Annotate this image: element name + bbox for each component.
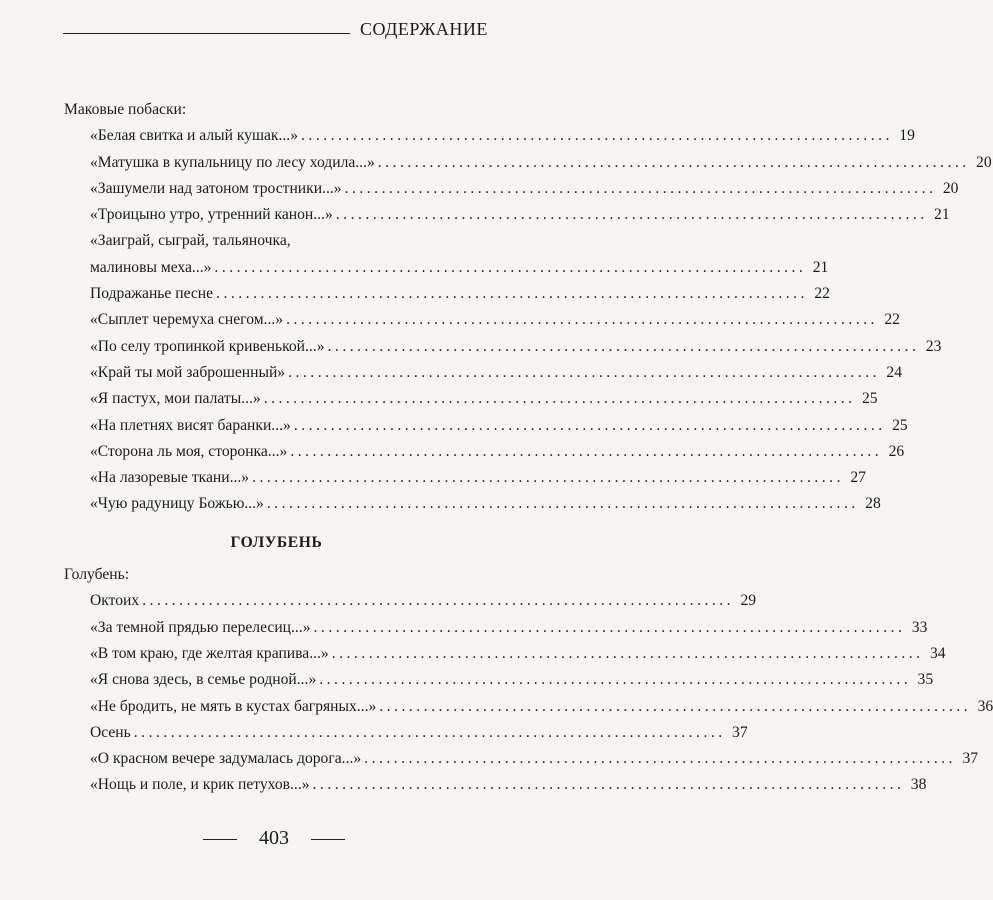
table-of-contents <box>64 97 993 799</box>
leader-dots: ................................................................................ <box>327 337 920 355</box>
leader-dots: ................................................................................ <box>301 127 893 145</box>
entry-title: «Матушка в купальницу по лесу ходила...» <box>90 153 375 171</box>
entry-title: «По селу тропинкой кривенькой...» <box>90 337 325 355</box>
toc-entry <box>64 491 881 517</box>
leader-dots: ................................................................................ <box>290 442 883 460</box>
toc-entry <box>64 360 902 386</box>
entry-page: 33 <box>911 618 928 636</box>
toc-entry <box>64 123 915 149</box>
toc-entry <box>64 439 905 465</box>
entry-title: «Троицыно утро, утренний канон...» <box>90 206 333 224</box>
entry-page: 25 <box>861 390 878 408</box>
leader-dots: ................................................................................ <box>252 469 844 487</box>
entry-page: 21 <box>812 258 829 276</box>
entry-title: «Сыплет черемуха снегом...» <box>90 311 284 329</box>
toc-entry <box>64 772 927 798</box>
entry-title: «Чую радуницу Божью...» <box>90 495 264 513</box>
toc-entry <box>64 641 946 667</box>
leader-dots: ................................................................................ <box>331 644 924 662</box>
toc-entry <box>64 202 950 228</box>
running-header: СОДЕРЖАНИЕ <box>360 19 488 39</box>
entry-title: «Заиграй, сыграй, тальяночка, <box>90 232 291 250</box>
leader-dots: ................................................................................ <box>263 390 856 408</box>
leader-dots: ................................................................................ <box>364 750 957 768</box>
toc-entry <box>64 588 757 614</box>
entry-page: 27 <box>850 469 866 487</box>
entry-page: 25 <box>892 416 908 434</box>
entry-title: «За темной прядью перелесиц...» <box>90 618 311 636</box>
toc-entry <box>64 694 993 720</box>
leader-dots: ................................................................................ <box>319 671 912 689</box>
toc-entry <box>64 307 900 333</box>
leader-dots: ................................................................................ <box>335 206 928 224</box>
entry-title: «Зашумели над затоном тростники...» <box>90 179 342 197</box>
toc-entry <box>64 615 928 641</box>
leader-dots: ................................................................................ <box>266 495 859 513</box>
entry-title: «На лазоревые ткани...» <box>90 469 250 487</box>
toc-entry <box>64 334 942 360</box>
entry-title: «Я снова здесь, в семье родной...» <box>90 671 317 689</box>
entry-page: 22 <box>884 311 900 329</box>
toc-entry <box>64 667 934 693</box>
entry-title: Подражанье песне <box>90 285 214 303</box>
leader-dots: ................................................................................ <box>216 285 808 303</box>
leader-dots: ................................................................................ <box>344 179 937 197</box>
entry-page: 36 <box>977 697 993 715</box>
entry-page: 37 <box>732 723 748 741</box>
toc-entry <box>64 386 878 412</box>
leader-dots: ................................................................................ <box>312 776 905 794</box>
leader-dots: ................................................................................ <box>293 416 886 434</box>
leader-dots: ................................................................................ <box>142 592 735 610</box>
leader-dots: ................................................................................ <box>133 723 726 741</box>
page-number-footer <box>0 827 548 850</box>
toc-entry <box>64 176 959 202</box>
toc-entry <box>64 281 830 307</box>
leader-dots: ................................................................................ <box>214 258 807 276</box>
toc-entry <box>64 720 748 746</box>
entry-page: 37 <box>962 750 979 768</box>
group-label: Маковые побаски: <box>64 101 187 118</box>
footer-rule-right <box>311 839 345 840</box>
entry-title: «Край ты мой заброшенный» <box>90 363 286 381</box>
entry-page: 20 <box>942 179 959 197</box>
entry-title: «О красном вечере задумалась дорога...» <box>90 750 362 768</box>
entry-title: Осень <box>90 723 131 741</box>
leader-dots: ................................................................................ <box>379 697 972 715</box>
entry-page: 20 <box>976 153 992 171</box>
leader-dots: ................................................................................ <box>313 618 906 636</box>
entry-title: Октоих <box>90 592 140 610</box>
entry-page: 26 <box>888 442 905 460</box>
entry-page: 29 <box>740 592 757 610</box>
entry-page: 22 <box>814 285 830 303</box>
entry-title: «Нощь и поле, и крик петухов...» <box>90 776 310 794</box>
toc-entry <box>64 746 979 772</box>
entry-page: 28 <box>865 495 881 513</box>
leader-dots: ................................................................................ <box>286 311 878 329</box>
entry-title: «Белая свитка и алый кушак...» <box>90 127 299 145</box>
footer-rule-left <box>203 839 237 840</box>
section-heading: ГОЛУБЕНЬ <box>230 533 323 551</box>
entry-page: 24 <box>886 363 902 381</box>
entry-title: «Сторона ль моя, сторонка...» <box>90 442 288 460</box>
entry-page: 34 <box>929 644 946 662</box>
leader-dots: ................................................................................ <box>377 153 970 171</box>
entry-page: 38 <box>910 776 927 794</box>
entry-page: 35 <box>917 671 934 689</box>
entry-page: 19 <box>899 127 915 145</box>
entry-title: «В том краю, где желтая крапива...» <box>90 644 329 662</box>
group-label: Голубень: <box>64 566 130 584</box>
entry-title-continued: малиновы меха...» <box>90 258 212 276</box>
entry-title: «Не бродить, не мять в кустах багряных...» <box>90 697 377 715</box>
toc-entry <box>64 465 866 491</box>
entry-title: «На плетнях висят баранки...» <box>90 416 291 434</box>
entry-page: 21 <box>934 206 950 224</box>
leader-dots: ................................................................................ <box>288 363 880 381</box>
header-rule <box>63 33 350 34</box>
toc-entry <box>64 413 908 439</box>
toc-entry <box>64 150 992 176</box>
page-number: 403 <box>259 827 289 849</box>
entry-title: «Я пастух, мои палаты...» <box>90 390 261 408</box>
entry-page: 23 <box>925 337 942 355</box>
toc-entry <box>64 228 829 281</box>
